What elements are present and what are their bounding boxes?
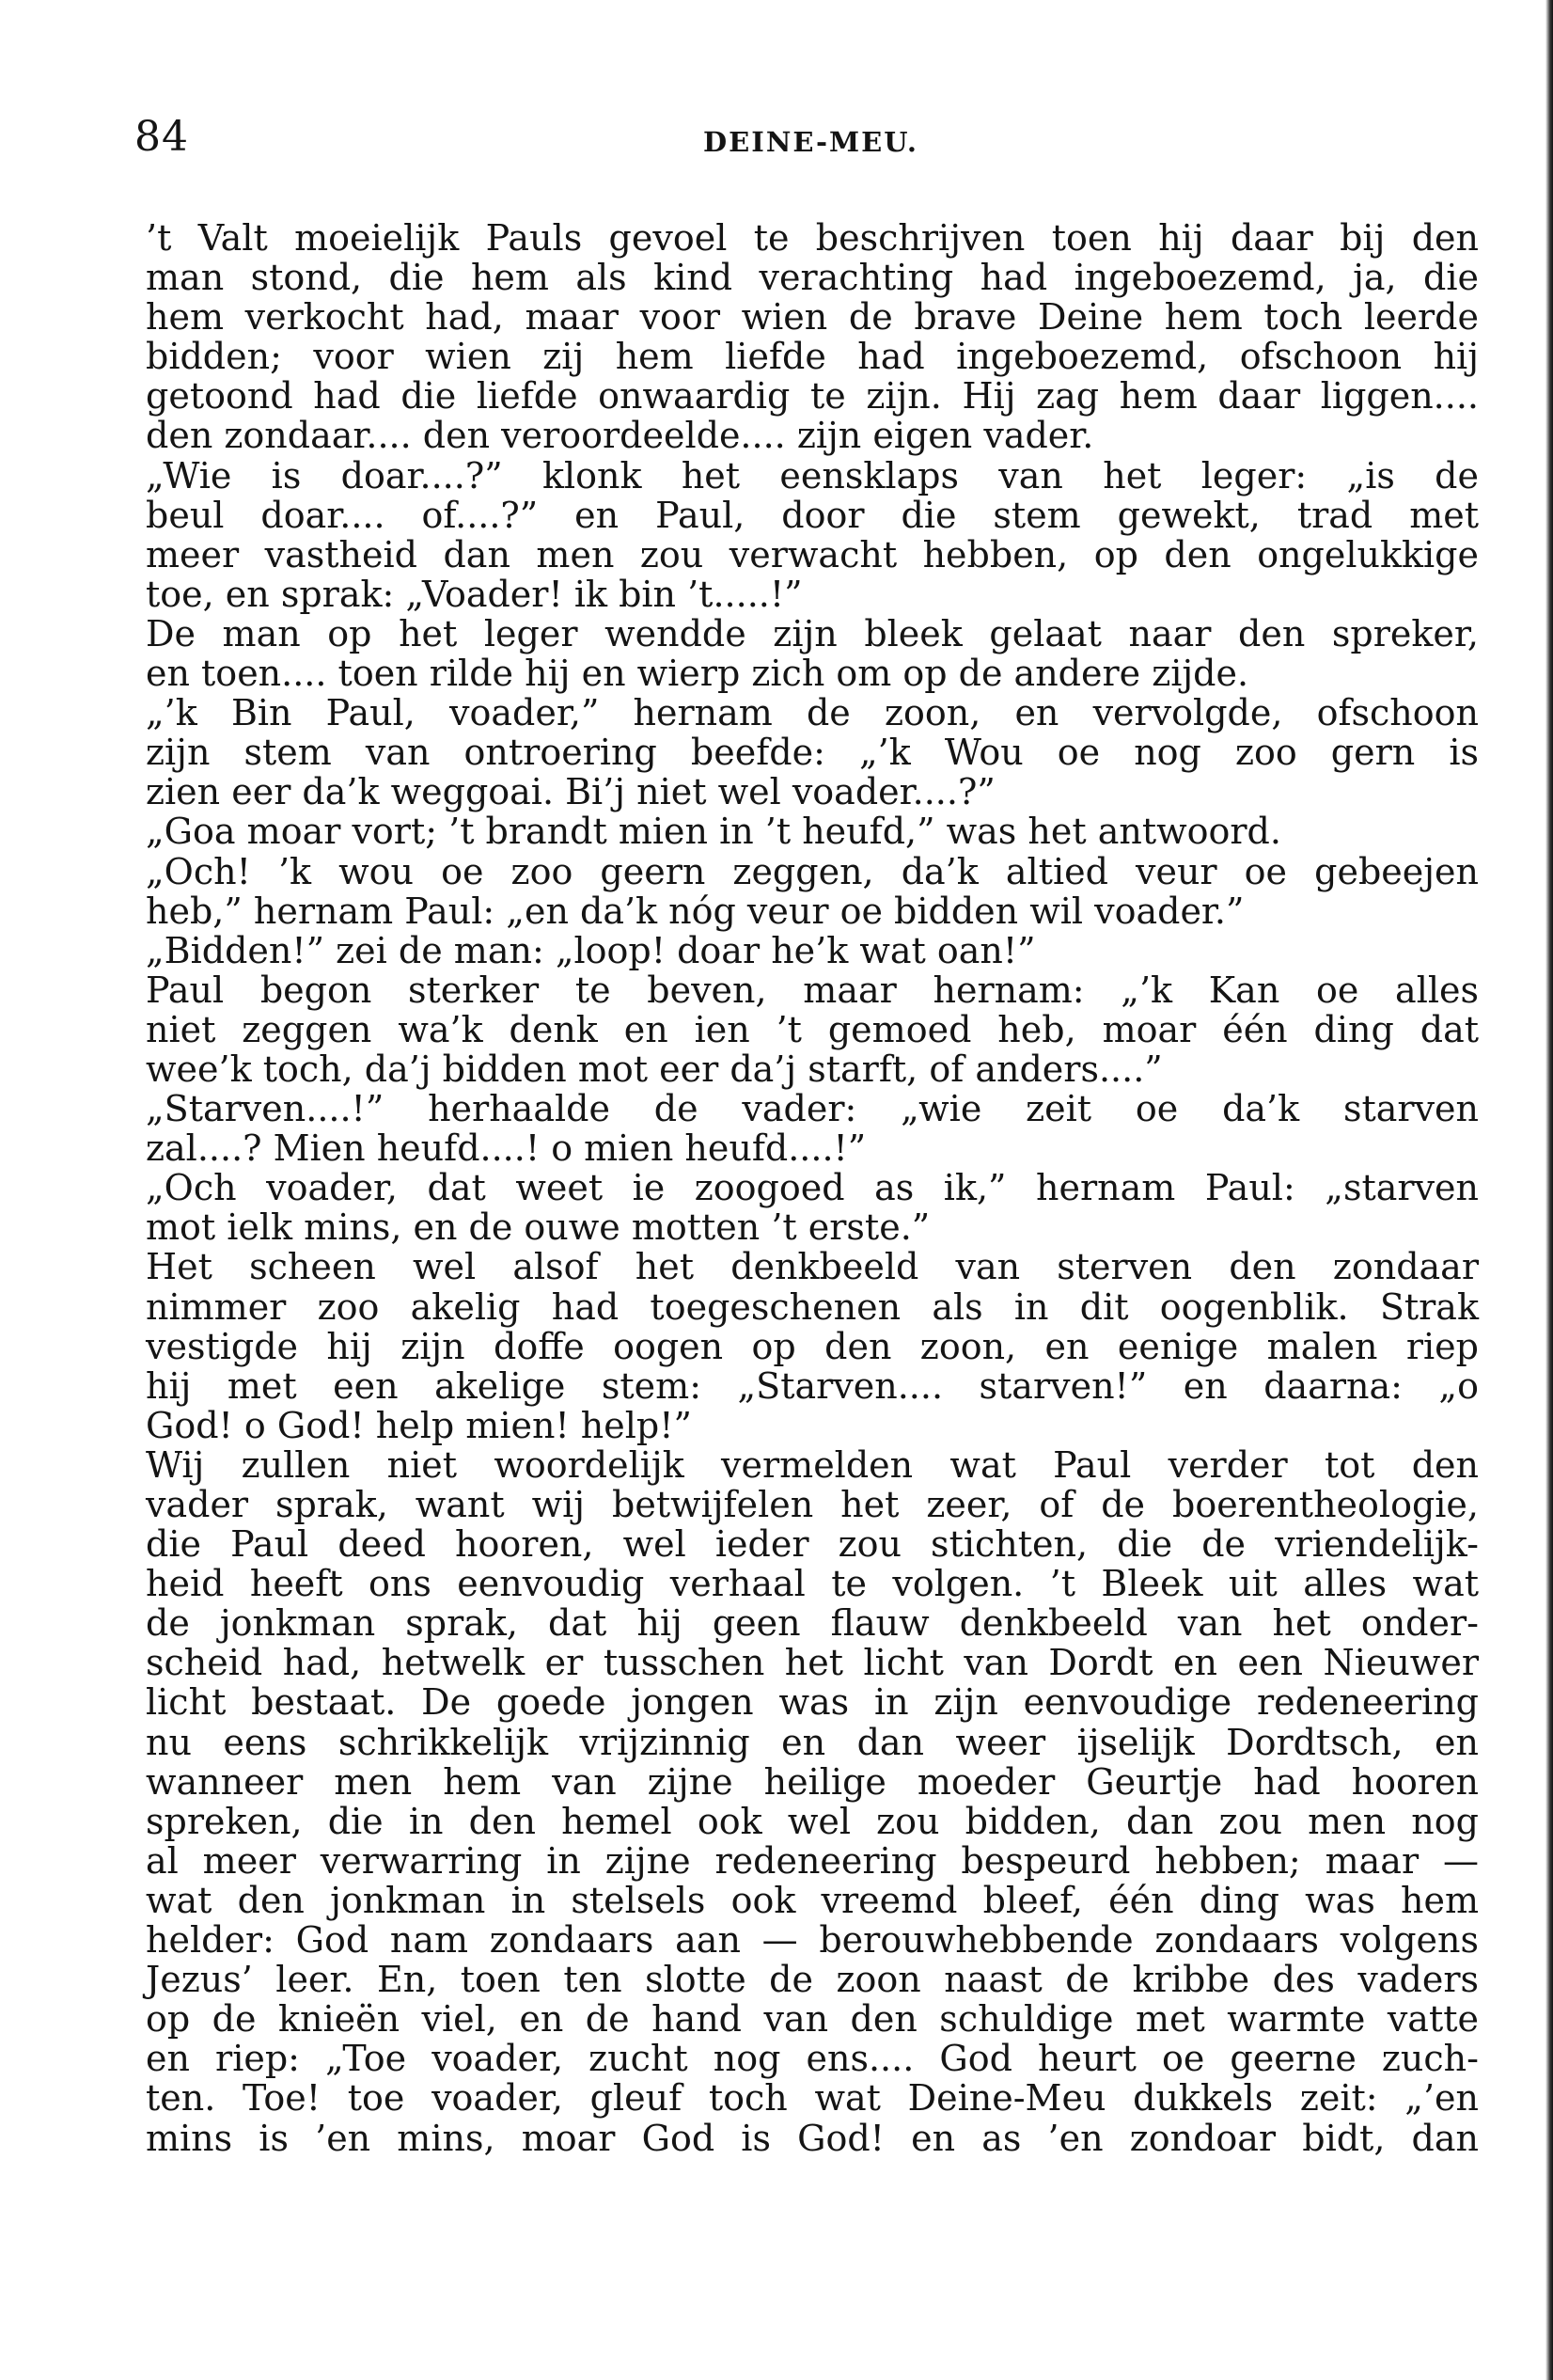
text-line: „Och! ’k wou oe zoo geern zeggen, da’k altied veur oe gebeejen bbox=[146, 850, 1479, 892]
text-line: vader sprak, want wij betwijfelen het zeer, of de boerentheologie, bbox=[146, 1484, 1479, 1525]
text-line: „Wie is doar....?” klonk het eensklaps van het leger: „is de bbox=[146, 454, 1479, 496]
text-line: meer vastheid dan men zou verwacht hebben, op den ongelukkige bbox=[146, 533, 1479, 575]
text-line: zien eer da’k weggoai. Bi’j niet wel voader....?” bbox=[146, 771, 996, 813]
text-line: mot ielk mins, en de ouwe motten ’t erste.” bbox=[146, 1206, 931, 1249]
text-line: beul doar.... of....?” en Paul, door die stem gewekt, trad met bbox=[146, 494, 1479, 536]
text-line: zijn stem van ontroering beefde: „’k Wou oe nog zoo gern is bbox=[146, 732, 1479, 774]
text-line: „Och voader, dat weet ie zoogoed as ik,” hernam Paul: „starven bbox=[146, 1167, 1479, 1209]
text-line: ’t Valt moeielijk Pauls gevoel te beschrijven toen hij daar bij den bbox=[146, 217, 1479, 259]
text-line: Het scheen wel alsof het denkbeeld van sterven den zondaar bbox=[146, 1246, 1479, 1288]
text-line: wat den jonkman in stelsels ook vreemd bleef, één ding was hem bbox=[146, 1879, 1479, 1921]
text-line: „Goa moar vort; ’t brandt mien in ’t heufd,” was het antwoord. bbox=[146, 811, 1281, 853]
text-line: man stond, die hem als kind verachting had ingeboezemd, ja, die bbox=[146, 257, 1479, 299]
text-line: De man op het leger wendde zijn bleek gelaat naar den spreker, bbox=[146, 612, 1479, 654]
text-line: mins is ’en mins, moar God is God! en as ’en zondoar bidt, dan bbox=[146, 2117, 1479, 2159]
text-line: den zondaar.... den veroordeelde.... zijn eigen vader. bbox=[146, 415, 1094, 457]
text-line: heid heeft ons eenvoudig verhaal te volgen. ’t Bleek uit alles wat bbox=[146, 1563, 1479, 1605]
text-line: niet zeggen wa’k denk en ien ’t gemoed heb, moar één ding dat bbox=[146, 1008, 1479, 1050]
text-line: en riep: „Toe voader, zucht nog ens.... God heurt oe geerne zuch- bbox=[146, 2038, 1479, 2080]
text-line: bidden; voor wien zij hem liefde had ingeboezemd, ofschoon hij bbox=[146, 336, 1479, 378]
text-line: scheid had, hetwelk er tusschen het licht van Dordt en een Nieuwer bbox=[146, 1642, 1479, 1684]
text-line: hem verkocht had, maar voor wien de brave Deine hem toch leerde bbox=[146, 296, 1479, 339]
text-line: en toen.... toen rilde hij en wierp zich om op de andere zijde. bbox=[146, 653, 1249, 695]
text-line: helder: God nam zondaars aan — berouwhebbende zondaars volgens bbox=[146, 1919, 1479, 1962]
text-line: Jezus’ leer. En, toen ten slotte de zoon naast de kribbe des vaders bbox=[146, 1959, 1479, 2001]
text-line: getoond had die liefde onwaardig te zijn. Hij zag hem daar liggen.... bbox=[146, 375, 1479, 418]
text-line: licht bestaat. De goede jongen was in zijn eenvoudige redeneering bbox=[146, 1681, 1479, 1724]
running-head: DEINE-MEU. bbox=[703, 126, 918, 158]
text-line: op de knieën viel, en de hand van den schuldige met warmte vatte bbox=[146, 1998, 1479, 2041]
text-line: vestigde hij zijn doffe oogen op den zoon, en eenige malen riep bbox=[146, 1325, 1479, 1367]
text-line: al meer verwarring in zijne redeneering bespeurd hebben; maar — bbox=[146, 1839, 1479, 1882]
text-line: „Starven....!” herhaalde de vader: „wie zeit oe da’k starven bbox=[146, 1088, 1479, 1130]
text-line: hij met een akelige stem: „Starven.... starven!” en daarna: „o bbox=[146, 1364, 1479, 1407]
text-line: „’k Bin Paul, voader,” hernam de zoon, en vervolgde, ofschoon bbox=[146, 692, 1479, 734]
text-line: de jonkman sprak, dat hij geen flauw denkbeeld van het onder- bbox=[146, 1602, 1479, 1645]
text-line: nu eens schrikkelijk vrijzinnig en dan weer ijselijk Dordtsch, en bbox=[146, 1721, 1479, 1763]
text-line: toe, en sprak: „Voader! ik bin ’t.....!” bbox=[146, 573, 803, 615]
text-line: wanneer men hem van zijne heilige moeder Geurtje had hooren bbox=[146, 1760, 1479, 1803]
text-line: „Bidden!” zei de man: „loop! doar he’k wat oan!” bbox=[146, 929, 1036, 971]
text-line: Wij zullen niet woordelijk vermelden wat Paul verder tot den bbox=[146, 1443, 1479, 1486]
text-line: God! o God! help mien! help!” bbox=[146, 1404, 692, 1446]
text-line: Paul begon sterker te beven, maar hernam: „’k Kan oe alles bbox=[146, 969, 1479, 1011]
text-line: ten. Toe! toe voader, gleuf toch wat Deine-Meu dukkels zeit: „’en bbox=[146, 2077, 1479, 2120]
page-edge bbox=[1545, 0, 1553, 2380]
page-number: 84 bbox=[134, 113, 189, 161]
text-line: heb,” hernam Paul: „en da’k nóg veur oe bidden wil voader.” bbox=[146, 890, 1245, 932]
text-line: spreken, die in den hemel ook wel zou bidden, dan zou men nog bbox=[146, 1800, 1479, 1842]
text-line: zal....? Mien heufd....! o mien heufd....!” bbox=[146, 1127, 867, 1170]
text-line: wee’k toch, da’j bidden mot eer da’j starft, of anders....” bbox=[146, 1048, 1163, 1090]
text-line: die Paul deed hooren, wel ieder zou stichten, die de vriendelijk- bbox=[146, 1523, 1479, 1566]
text-line: nimmer zoo akelig had toegeschenen als in dit oogenblik. Strak bbox=[146, 1285, 1479, 1328]
page-header bbox=[134, 113, 1488, 169]
body-text bbox=[146, 218, 1479, 2158]
